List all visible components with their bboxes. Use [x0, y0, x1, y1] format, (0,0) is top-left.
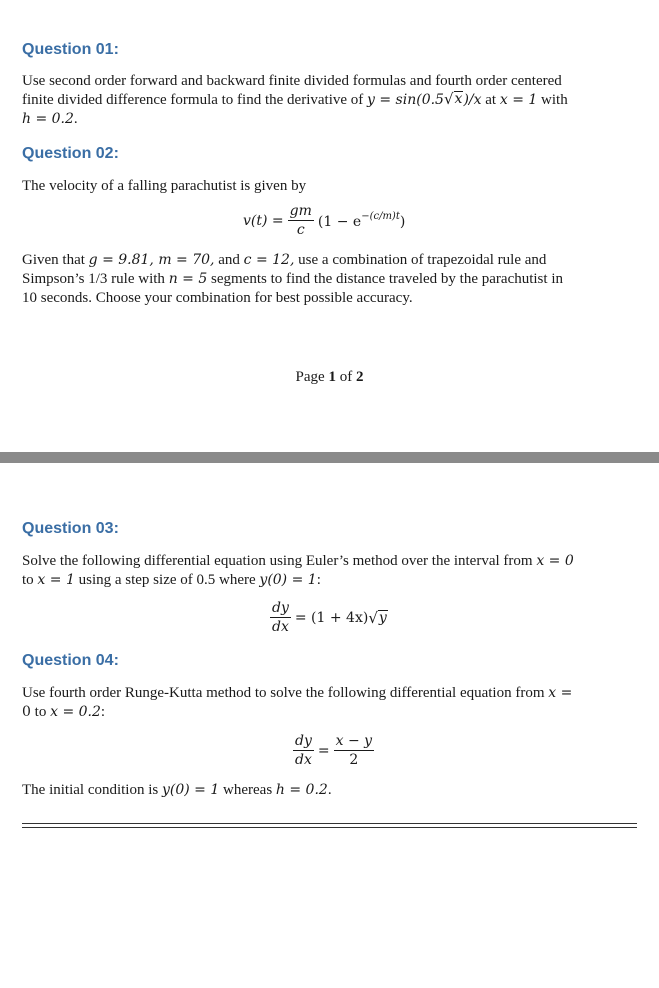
- euler-dx: dx: [272, 619, 289, 635]
- page-2: [0, 463, 659, 988]
- velocity-equation: [243, 203, 405, 238]
- question-03-text: Solve the following differential equation using Euler’s method over the interval from x = 0 to x = 1 using a step size of 0.5 where y(0) = 1:: [22, 553, 574, 588]
- q2-constants: g = 9.81, m = 70,: [88, 252, 215, 268]
- rk4-equation: [289, 733, 378, 768]
- eq-denominator: c: [296, 222, 305, 238]
- question-02-text: Given that g = 9.81, m = 70, and c = 12, use a combination of trapezoidal rule and Simpson’s 1/3 rule with n = 5 segments to find the distance traveled by the parachutist in 10 seconds. Choose your combination for best possible accuracy.: [22, 252, 563, 306]
- q1-with: with: [537, 92, 568, 108]
- page-total: 2: [355, 369, 364, 385]
- eq-paren: $(1 - e^{-(c/m)t})$: [317, 211, 406, 230]
- euler-derivative: [270, 600, 291, 635]
- eq-lhs: v(t) =: [243, 212, 284, 229]
- eq-exponent: −(c/m)t: [361, 211, 400, 222]
- question-03-title: Question 03:: [22, 520, 119, 537]
- q1-period: .: [73, 111, 78, 127]
- euler-equation: [266, 600, 388, 635]
- q1-function: y = sin(0.5: [367, 92, 444, 108]
- rk4-dx: dx: [295, 752, 312, 768]
- q1-line-2: finite divided difference formula to find the derivative of: [22, 92, 368, 108]
- q1-line-1: Use second order forward and backward finite divided formulas and fourth order centered: [22, 73, 562, 89]
- eq-numerator: gm: [289, 203, 312, 219]
- question-01-text: [22, 72, 637, 129]
- page-current: 1: [328, 369, 336, 385]
- q2-drag: c = 12,: [243, 252, 295, 268]
- q2-segments: n = 5: [168, 271, 208, 287]
- rk4-numerator: x − y: [335, 733, 373, 749]
- rk4-dy: dy: [295, 733, 312, 749]
- question-04-title: Question 04:: [22, 652, 119, 669]
- page-separator: [0, 452, 659, 463]
- euler-sqrt: √ y: [368, 608, 387, 627]
- rk4-equals: =: [317, 742, 330, 759]
- rk4-derivative: [293, 733, 314, 768]
- q4-x-end: x = 0.2: [50, 704, 101, 720]
- q3-x-start: x = 0: [536, 553, 574, 569]
- q4-initial: y(0) = 1: [161, 782, 220, 798]
- page-footer: Page 1 of 2: [295, 369, 364, 385]
- euler-dy: dy: [272, 600, 289, 616]
- question-04-initial-condition: The initial condition is y(0) = 1 whereas h = 0.2.: [22, 782, 332, 798]
- q4-x-start: x =: [548, 685, 573, 701]
- q4-step: h = 0.2: [275, 782, 328, 798]
- question-01-title: Question 01:: [22, 41, 119, 58]
- q3-initial: y(0) = 1: [259, 572, 317, 588]
- question-04-text: Use fourth order Runge-Kutta method to solve the following differential equation from x = 0 to x = 0.2:: [22, 685, 573, 720]
- q1-x-value: x = 1: [499, 92, 538, 108]
- euler-rhs: = (1 + 4x): [294, 609, 369, 626]
- q1-at: at: [481, 92, 500, 108]
- question-02-title: Question 02:: [22, 145, 119, 162]
- q1-step: h = 0.2: [22, 111, 74, 127]
- page-1: [0, 0, 659, 452]
- eq-fraction: [288, 203, 314, 238]
- q1-sqrt: √ x: [443, 90, 463, 108]
- q1-function-tail: )/x: [463, 92, 482, 108]
- bottom-double-rule: [22, 823, 637, 828]
- question-02-intro: The velocity of a falling parachutist is given by: [22, 178, 307, 194]
- rk4-rhs: [334, 733, 374, 768]
- rk4-denominator: 2: [349, 752, 359, 768]
- q3-x-end: x = 1: [37, 572, 75, 588]
